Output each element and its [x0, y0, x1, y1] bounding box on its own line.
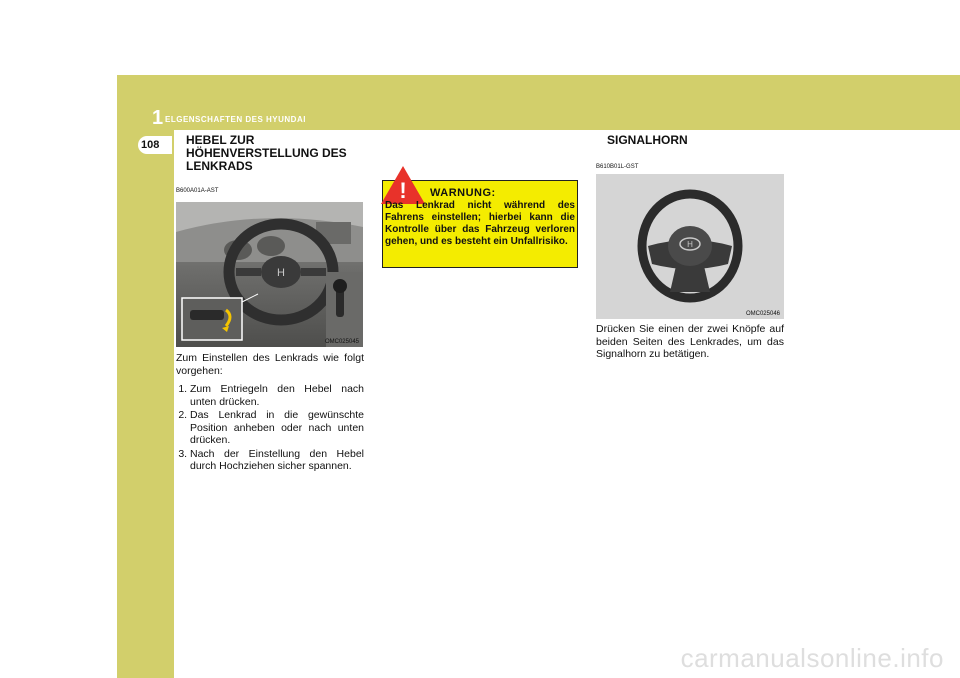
- instructions-intro: Zum Einstellen des Lenkrads wie folgt vorgehen:: [176, 352, 364, 377]
- warning-text: Das Lenkrad nicht während des Fahrens einstellen; hierbei kann die Kontrolle über das Fahrzeug verloren gehen, und es besteht ein Unfallrisiko.: [385, 200, 575, 247]
- instruction-step: 1. Zum Entriegeln den Hebel nach unten drücken.: [190, 383, 364, 408]
- steering-wheel-photo: [596, 174, 784, 319]
- side-strip: [117, 130, 174, 678]
- watermark: carmanualsonline.info: [680, 643, 944, 673]
- steering-wheel-illustration: [596, 174, 784, 319]
- steering-wheel-interior-photo: [176, 202, 363, 347]
- steering-adjust-instructions: [176, 352, 364, 474]
- section-code-right: B610B01L-GST: [596, 164, 639, 170]
- section-title-steering-adjust: HEBEL ZUR HÖHENVERSTELLUNG DES LENKRADS: [186, 133, 347, 173]
- instruction-step: 2. Das Lenkrad in die gewünschte Position anheben oder nach unten drücken.: [190, 409, 364, 447]
- photo-caption-right: OMC025046: [745, 311, 780, 317]
- interior-illustration: [176, 202, 363, 347]
- photo-caption-left: OMC025045: [324, 339, 359, 345]
- instruction-step: 3. Nach der Einstellung den Hebel durch Hochziehen sicher spannen.: [190, 448, 364, 473]
- warning-triangle-icon: [380, 165, 426, 205]
- horn-instructions: Drücken Sie einen der zwei Knöpfe auf beiden Seiten des Lenkrades, um das Signalhorn zu betätigen.: [596, 323, 784, 360]
- warning-title: WARNUNG:: [430, 187, 496, 199]
- chapter-title: ELGENSCHAFTEN DES HYUNDAI: [165, 115, 306, 124]
- instructions-list: [176, 383, 364, 473]
- page-number: 108: [141, 139, 160, 151]
- warning-symbol: !: [399, 178, 407, 203]
- section-code-left: B600A01A-AST: [176, 188, 219, 194]
- section-title-horn: SIGNALHORN: [607, 133, 688, 147]
- svg-text:H: H: [687, 240, 693, 249]
- svg-text:H: H: [277, 267, 285, 279]
- chapter-number: 1: [152, 107, 164, 129]
